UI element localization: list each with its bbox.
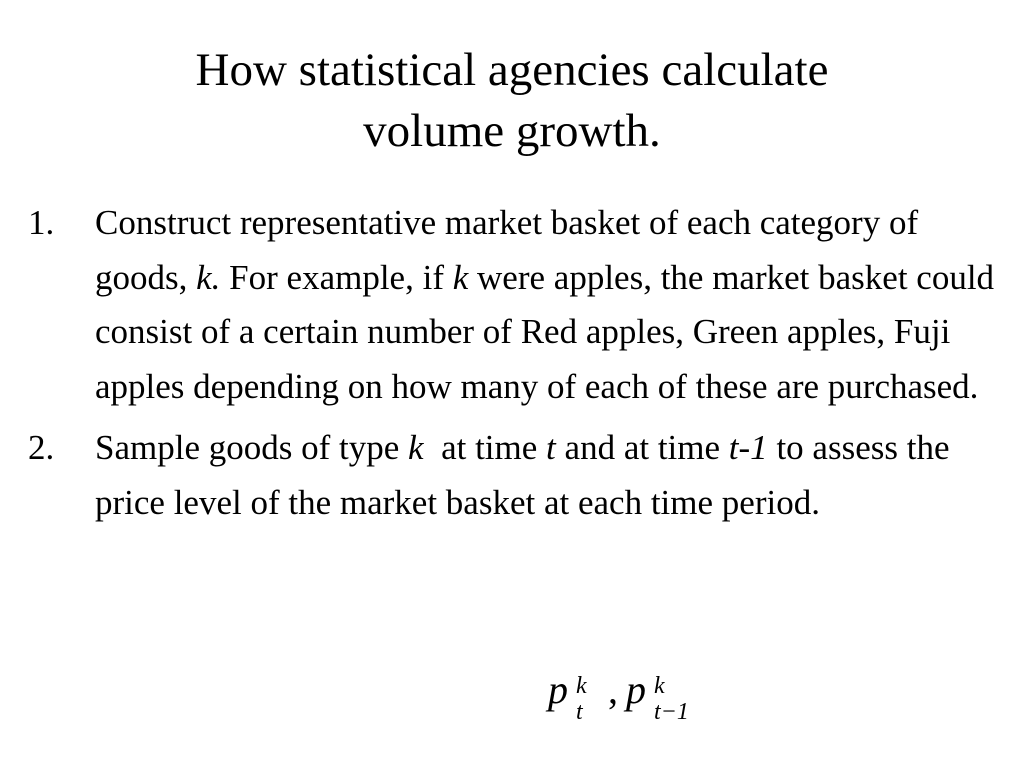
price-formula [548,667,689,725]
variable-t: t [546,428,556,467]
formula-subscript-t-var: t [576,699,583,725]
formula-p: p [548,667,568,712]
item-text: to assess the price level of the market basket at each time period. [95,428,950,522]
steps-list [28,196,1008,537]
price-p-t [548,667,587,725]
formula-subscript-t-var: t [654,699,661,725]
variable-t-minus-1: t-1 [728,428,768,467]
variable-k: k. [196,257,221,297]
formula-comma: , [608,667,618,712]
list-item-1 [28,196,1008,414]
slide-title-line-1: How statistical agencies calculate [195,44,829,96]
formula-subscript-minus-1: −1 [660,699,689,725]
variable-k: k [452,257,469,297]
item-text: For example, if [220,257,453,297]
formula-p: p [626,667,646,712]
item-text: were apples, the market basket could consist of a certain number of Red apples, Green apples, Fuji apples depending on how many of each of these are purchased. [95,257,995,406]
slide-title [0,40,1024,162]
slide-title-line-2: volume growth. [363,105,661,157]
item-text: Sample goods of type [95,428,409,467]
variable-k: k [408,428,424,467]
list-item-number: 1. [28,203,55,242]
price-p-t-minus-1 [626,667,689,725]
formula-subscript-t [576,692,583,732]
formula-superscript-k: k [654,673,665,699]
item-text: and at time [555,428,729,467]
list-item-number: 2. [28,428,55,467]
item-text: at time [423,428,547,467]
formula-superscript-k: k [576,673,587,699]
list-item-2 [28,421,1008,530]
formula-subscript-t-minus-1 [654,692,689,732]
item-text: Construct representative market basket of each category of goods, [95,203,919,297]
